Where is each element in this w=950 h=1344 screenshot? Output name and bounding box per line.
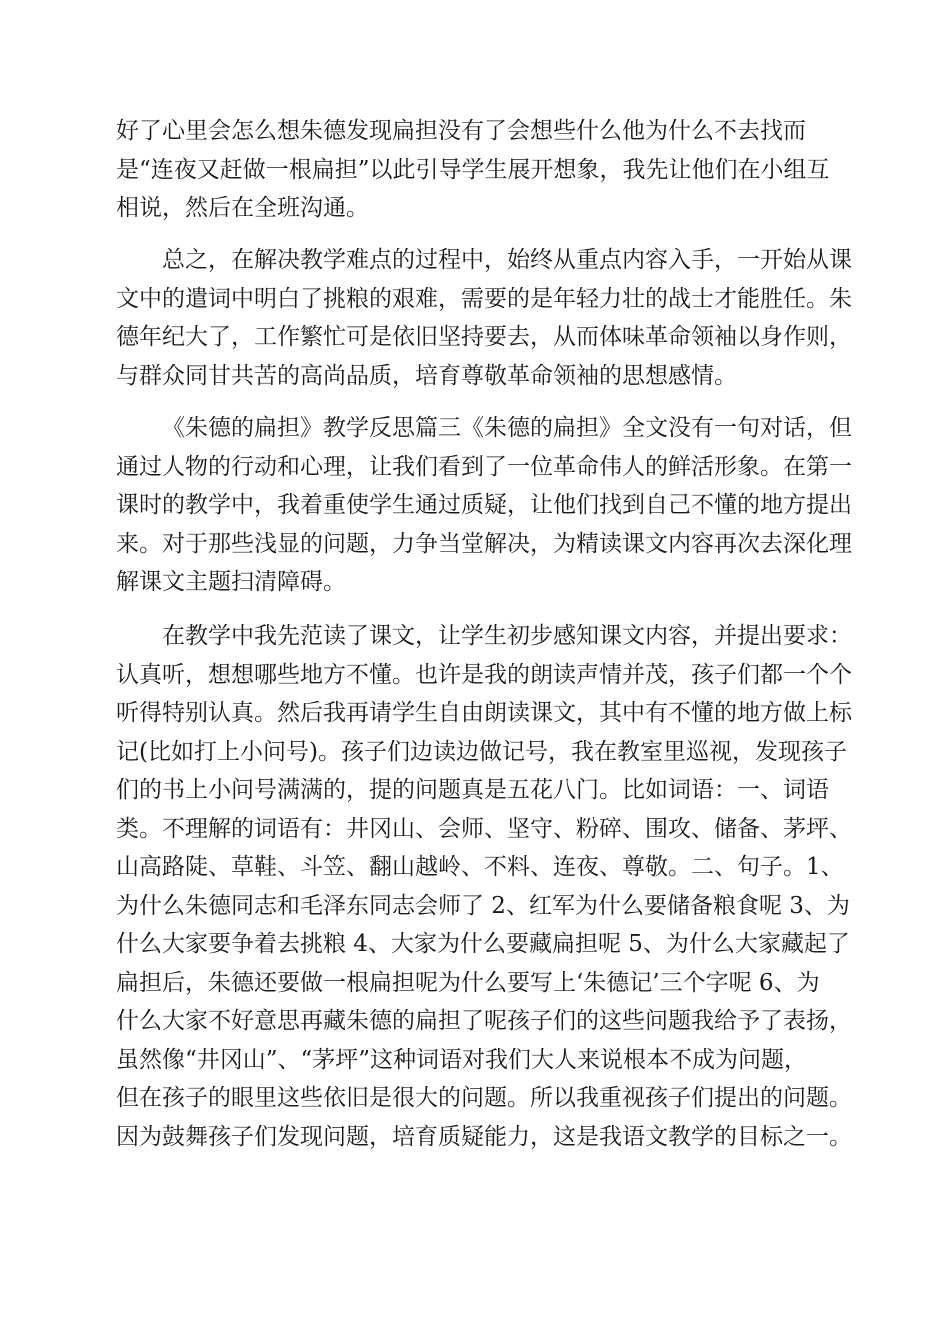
text-line: 扁担后，朱德还要做一根扁担呢为什么要写上‘朱德记’三个字呢 6、为: [116, 969, 820, 996]
text-line: 文中的遣词中明白了挑粮的艰难，需要的是年轻力壮的战士才能胜任。朱: [116, 285, 852, 312]
text-line: 课时的教学中，我着重使学生通过质疑，让他们找到自己不懂的地方提出: [116, 492, 852, 518]
text-line: 来。对于那些浅显的问题，力争当堂解决，为精读课文内容再次去深化理: [116, 530, 852, 557]
paragraph-1: [116, 112, 836, 228]
text-line: 但在孩子的眼里这些依旧是很大的问题。所以我重视孩子们提出的问题。: [116, 1085, 852, 1111]
text-line: 记(比如打上小问号)。孩子们边读边做记号，我在教室里巡视，发现孩子: [116, 738, 847, 765]
text-line: 相说，然后在全班沟通。: [116, 195, 369, 221]
text-line: 为什么朱德同志和毛泽东同志会师了 2、红军为什么要储备粮食呢 3、为: [116, 892, 850, 919]
text-line: 德年纪大了，工作繁忙可是依旧坚持要去，从而体味革命领袖以身作则，: [116, 324, 852, 350]
paragraph-3: [116, 409, 852, 602]
text-line: 解课文主题扫清障碍。: [116, 569, 346, 595]
text-line: 听得特别认真。然后我再请学生自由朗读课文，其中有不懂的地方做上标: [116, 700, 852, 726]
text-line: 与群众同甘共苦的高尚品质，培育尊敬革命领袖的思想感情。: [116, 362, 737, 389]
text-line: 总之，在解决教学难点的过程中，始终从重点内容入手，一开始从课: [162, 247, 852, 273]
text-line: 是“连夜又赶做一根扁担”以此引导学生展开想象，我先让他们在小组互: [116, 156, 830, 183]
text-line: 认真听，想想哪些地方不懂。也许是我的朗读声情并茂，孩子们都一个个: [116, 661, 852, 688]
text-line: 在教学中我先范读了课文，让学生初步感知课文内容，并提出要求：: [162, 623, 852, 649]
text-line: 通过人物的行动和心理，让我们看到了一位革命伟人的鲜活形象。在第一: [116, 453, 852, 480]
text-line: 类。不理解的词语有：井冈山、会师、坚守、粉碎、围攻、储备、茅坪、: [116, 815, 852, 842]
text-line: 好了心里会怎么想朱德发现扁担没有了会想些什么他为什么不去找而: [116, 118, 806, 144]
text-line: 什么大家要争着去挑粮 4、大家为什么要藏扁担呢 5、为什么大家藏起了: [116, 931, 850, 957]
paragraph-2: [116, 241, 852, 395]
text-line: 山高路陡、草鞋、斗笠、翻山越岭、不料、连夜、尊敬。二、句子。1、: [116, 854, 844, 880]
text-line: 《朱德的扁担》教学反思篇三《朱德的扁担》全文没有一句对话，但: [162, 415, 852, 441]
text-line: 因为鼓舞孩子们发现问题，培育质疑能力，这是我语文教学的目标之一。: [116, 1123, 852, 1150]
text-line: 们的书上小问号满满的，提的问题真是五花八门。比如词语：一、词语: [116, 777, 829, 803]
text-line: 什么大家不好意思再藏朱德的扁担了呢孩子们的这些问题我给予了表扬，: [116, 1008, 852, 1034]
paragraph-4: [116, 617, 852, 1156]
text-line: 虽然像“井冈山”、“茅坪”这种词语对我们大人来说根本不成为问题，: [116, 1046, 808, 1073]
